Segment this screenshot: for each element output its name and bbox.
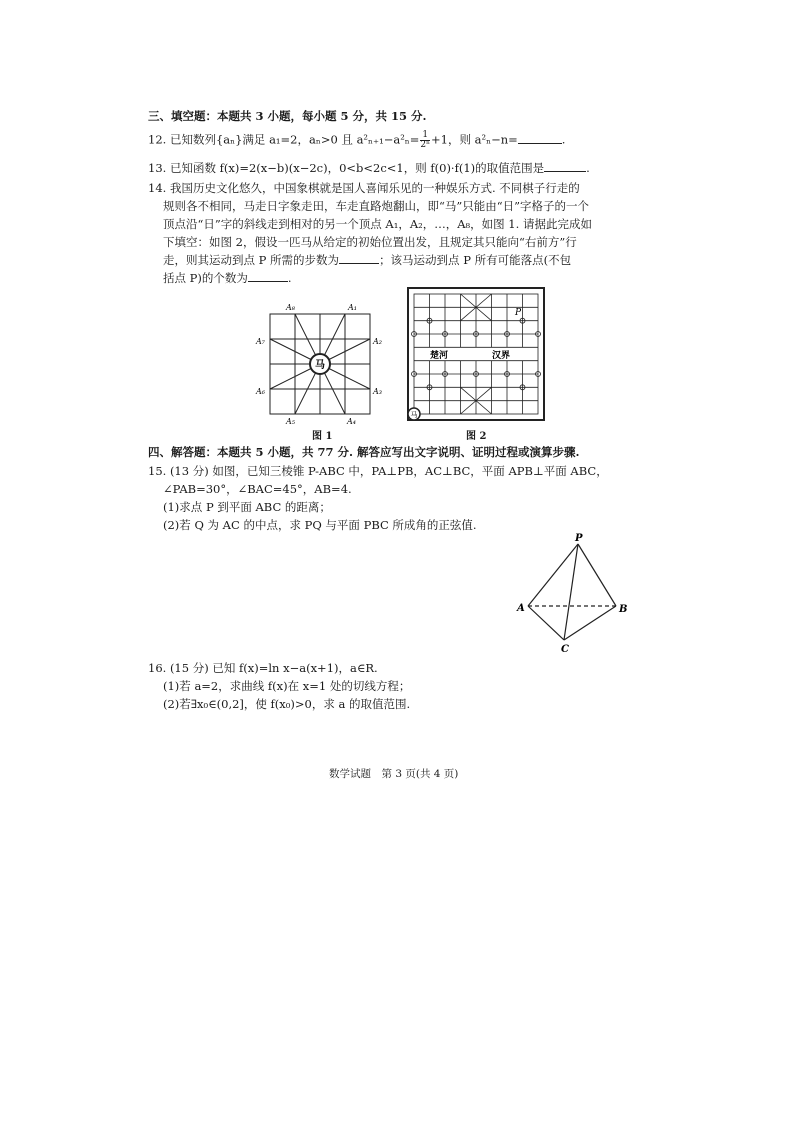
question-12 [148,131,565,150]
vertex-p-label: P [575,533,583,544]
fig1-piece-label: 马 [315,360,325,371]
q12-suffix: +1，则 a²ₙ−n= [431,132,518,147]
q12-frac-den: 2ⁿ [420,140,431,150]
fig2-piece-label: 马 [410,411,418,419]
q15-line-2: ∠PAB=30°，∠BAC=45°，AB=4. [163,482,352,496]
q14-line5a: 走，则其运动到点 P 所需的步数为 [163,253,340,267]
q16-line-1: 16. (15 分) 已知 f(x)=ln x−a(x+1)，a∈R. [148,661,378,675]
vertex-b-label: B [619,604,628,615]
vertex-c-label: C [561,644,569,655]
q14-line-1: 14. 我国历史文化悠久，中国象棋就是国人喜闻乐见的一种娱乐方式. 不同棋子行走的 [148,181,580,195]
label-a2: A₂ [373,337,382,346]
q14-line-6 [163,270,292,286]
q15-line-1: 15. (13 分) 如图，已知三棱锥 P-ABC 中，PA⊥PB，AC⊥BC，平面 APB⊥平面 ABC， [148,464,608,478]
q15-part-2: (2)若 Q 为 AC 的中点，求 PQ 与平面 PBC 所成角的正弦值. [163,518,477,532]
pyramid-figure [508,532,638,657]
page-footer: 数学试题 第 3 页(共 4 页) [329,768,459,780]
q14-line6b: . [287,271,292,285]
q14-line6a: 括点 P)的个数为 [163,271,248,285]
q12-end: . [561,132,566,147]
section-heading-3: 三、填空题：本题共 3 小题，每小题 5 分，共 15 分. [148,109,427,123]
label-a7: A₇ [256,337,265,346]
q13-text: 13. 已知函数 f(x)=2(x−b)(x−2c)，0<b<2c<1，则 f(0)·f(1)的取值范围是 [148,161,545,175]
question-13 [148,160,590,176]
q13-answer-blank[interactable] [544,161,586,172]
vertex-a-label: A [517,603,525,614]
q14-line-2: 规则各不相同，马走日字象走田，车走直路炮翻山，即“马”只能由“日”字格子的一个 [163,199,590,213]
river-left-label: 楚河 [430,351,449,361]
river-right-label: 汉界 [492,351,511,361]
label-a4: A₄ [347,417,356,426]
q16-part-1: (1)若 a=2，求曲线 f(x)在 x=1 处的切线方程； [163,679,411,693]
q12-answer-blank[interactable] [518,133,562,144]
q12-frac-num: 1 [422,130,429,140]
q12-prefix: 12. 已知数列{aₙ}满足 a₁=2，aₙ>0 且 a²ₙ₊₁−a²ₙ= [148,132,420,147]
figure-2-chess-board [400,284,550,426]
section-heading-4: 四、解答题：本题共 5 小题，共 77 分. 解答应写出文字说明、证明过程或演算步骤. [148,445,580,459]
q14-line-5 [163,252,571,268]
point-p-label: P [515,308,522,318]
label-a1: A₁ [348,303,357,312]
q14-line5b: ；该马运动到点 P 所有可能落点(不包 [379,253,572,267]
label-a6: A₆ [256,387,265,396]
figure-1-caption: 图 1 [312,431,333,442]
figure-2-caption: 图 2 [466,431,487,442]
q14-line-4: 下填空：如图 2，假设一匹马从给定的初始位置出发，且规定其只能向“右前方”行 [163,235,577,249]
label-a5: A₅ [286,417,295,426]
q12-fraction [420,131,430,150]
q14-count-blank[interactable] [248,271,288,282]
q14-line-3: 顶点沿“日”字的斜线走到相对的另一个顶点 A₁，A₂，…，A₈，如图 1. 请据此完成如 [163,217,592,231]
q13-end: . [586,161,590,175]
q14-steps-blank[interactable] [339,253,379,264]
figure-1-horse-moves [250,298,390,428]
label-a8: A₈ [286,303,295,312]
q16-part-2: (2)若∃x₀∈(0,2]，使 f(x₀)>0，求 a 的取值范围. [163,697,411,711]
label-a3: A₃ [373,387,382,396]
q15-part-1: (1)求点 P 到平面 ABC 的距离； [163,500,331,514]
